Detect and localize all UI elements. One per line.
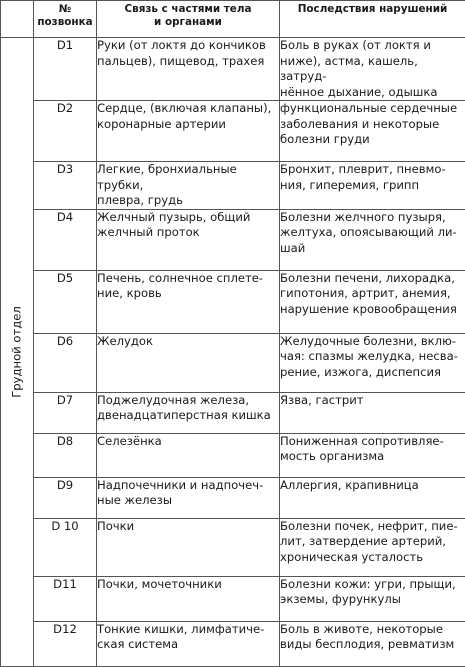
body-parts-cell	[97, 433, 280, 477]
table-row	[1, 270, 465, 333]
table-row	[1, 38, 465, 101]
consequences-cell	[280, 576, 465, 621]
cell-line: Болезни почек, нефрит, пие-	[280, 519, 465, 535]
cell-line: ниже), астма, кашель, затруд-	[280, 54, 465, 85]
cell-line: пальцев), пищевод, трахея	[97, 54, 279, 70]
body-parts-cell	[97, 209, 280, 270]
cell-line: гипотония, артрит, анемия,	[280, 286, 465, 302]
cell-line: функциональные сердечные	[280, 101, 465, 117]
cell-line: рение, изжога, диспепсия	[280, 365, 465, 381]
cell-line: лит, затвердение артерий,	[280, 534, 465, 550]
vertebra-number: D1	[34, 38, 97, 101]
cell-line: Печень, солнечное сплете-	[97, 271, 279, 287]
cell-line: Бронхит, плеврит, пневмо-	[280, 162, 465, 178]
cell-line: Болезни кожи: угри, прыщи,	[280, 577, 465, 593]
vertebra-number: D12	[34, 621, 97, 666]
body-parts-cell	[97, 101, 280, 162]
cell-line: двенадцатиперстная кишка	[97, 408, 279, 424]
cell-line: Пониженная сопротивляе-	[280, 434, 465, 450]
table-row	[1, 518, 465, 576]
section-label: Грудной отдел	[9, 306, 25, 398]
cell-line: хроническая усталость	[280, 550, 465, 566]
table-body	[1, 38, 465, 667]
cell-line: Почки, мочеточники	[97, 577, 279, 593]
vertebra-number: D 10	[34, 518, 97, 576]
vertebra-number: D3	[34, 162, 97, 210]
section-cell	[1, 38, 34, 667]
cell-line: Язва, гастрит	[280, 393, 465, 409]
cell-line: виды бесплодия, ревматизм	[280, 637, 465, 653]
body-parts-cell	[97, 270, 280, 333]
consequences-cell	[280, 38, 465, 101]
cell-line: Желчный пузырь, общий	[97, 210, 279, 226]
cell-line: Боль в руках (от локтя и	[280, 38, 465, 54]
cell-line: ния, гиперемия, грипп	[280, 178, 465, 194]
table-row	[1, 433, 465, 477]
cell-line: нарушение кровообращения	[280, 302, 465, 318]
header-vertebra-number: № позвонка	[34, 1, 97, 38]
body-parts-cell	[97, 518, 280, 576]
cell-line: желчный проток	[97, 225, 279, 241]
body-parts-cell	[97, 576, 280, 621]
consequences-cell	[280, 162, 465, 210]
cell-line: Руки (от локтя до кончиков	[97, 38, 279, 54]
cell-line: болезни груди	[280, 132, 465, 148]
vertebra-number: D6	[34, 333, 97, 392]
table-row	[1, 621, 465, 666]
cell-line: нённое дыхание, одышка	[280, 85, 465, 101]
header-body-parts: Связь с частями тела и органами	[97, 1, 280, 38]
vertebra-number: D11	[34, 576, 97, 621]
body-parts-cell	[97, 621, 280, 666]
cell-line: Боль в животе, некоторые	[280, 622, 465, 638]
cell-line: желтуха, опоясывающий ли-	[280, 225, 465, 241]
vertebra-number: D7	[34, 392, 97, 433]
table-row	[1, 101, 465, 162]
body-parts-cell	[97, 392, 280, 433]
body-parts-cell	[97, 477, 280, 518]
cell-line: ская система	[97, 637, 279, 653]
table-row	[1, 209, 465, 270]
cell-line: чая: спазмы желудка, несва-	[280, 349, 465, 365]
consequences-cell	[280, 392, 465, 433]
cell-line: Болезни печени, лихорадка,	[280, 271, 465, 287]
cell-line: шай	[280, 241, 465, 257]
cell-line: Легкие, бронхиальные трубки,	[97, 162, 279, 193]
cell-line: ные железы	[97, 493, 279, 509]
cell-line: Желудочные болезни, вклю-	[280, 334, 465, 350]
header-consequences: Последствия нарушений	[280, 1, 465, 38]
body-parts-cell	[97, 333, 280, 392]
header-section-spacer	[1, 1, 34, 38]
body-parts-cell	[97, 162, 280, 210]
cell-line: коронарные артерии	[97, 117, 279, 133]
table-row	[1, 392, 465, 433]
table-row	[1, 576, 465, 621]
vertebra-number: D4	[34, 209, 97, 270]
cell-line: Аллергия, крапивница	[280, 478, 465, 494]
consequences-cell	[280, 209, 465, 270]
table-header-row	[1, 1, 465, 38]
cell-line: Селезёнка	[97, 434, 279, 450]
cell-line: плевра, грудь	[97, 193, 279, 209]
vertebra-number: D9	[34, 477, 97, 518]
vertebra-number: D8	[34, 433, 97, 477]
cell-line: экземы, фурункулы	[280, 592, 465, 608]
consequences-cell	[280, 433, 465, 477]
vertebra-number: D2	[34, 101, 97, 162]
consequences-cell	[280, 333, 465, 392]
table-row	[1, 477, 465, 518]
body-parts-cell	[97, 38, 280, 101]
cell-line: Поджелудочная железа,	[97, 393, 279, 409]
cell-line: Сердце, (включая клапаны),	[97, 101, 279, 117]
vertebra-number: D5	[34, 270, 97, 333]
cell-line: Болезни желчного пузыря,	[280, 210, 465, 226]
cell-line: заболевания и некоторые	[280, 117, 465, 133]
cell-line: ние, кровь	[97, 286, 279, 302]
cell-line: Желудок	[97, 334, 279, 350]
table-row	[1, 333, 465, 392]
consequences-cell	[280, 518, 465, 576]
consequences-cell	[280, 621, 465, 666]
consequences-cell	[280, 270, 465, 333]
cell-line: Тонкие кишки, лимфатиче-	[97, 622, 279, 638]
cell-line: Надпочечники и надпочеч-	[97, 478, 279, 494]
cell-line: мость организма	[280, 449, 465, 465]
consequences-cell	[280, 101, 465, 162]
table-row	[1, 162, 465, 210]
consequences-cell	[280, 477, 465, 518]
cell-line: Почки	[97, 519, 279, 535]
